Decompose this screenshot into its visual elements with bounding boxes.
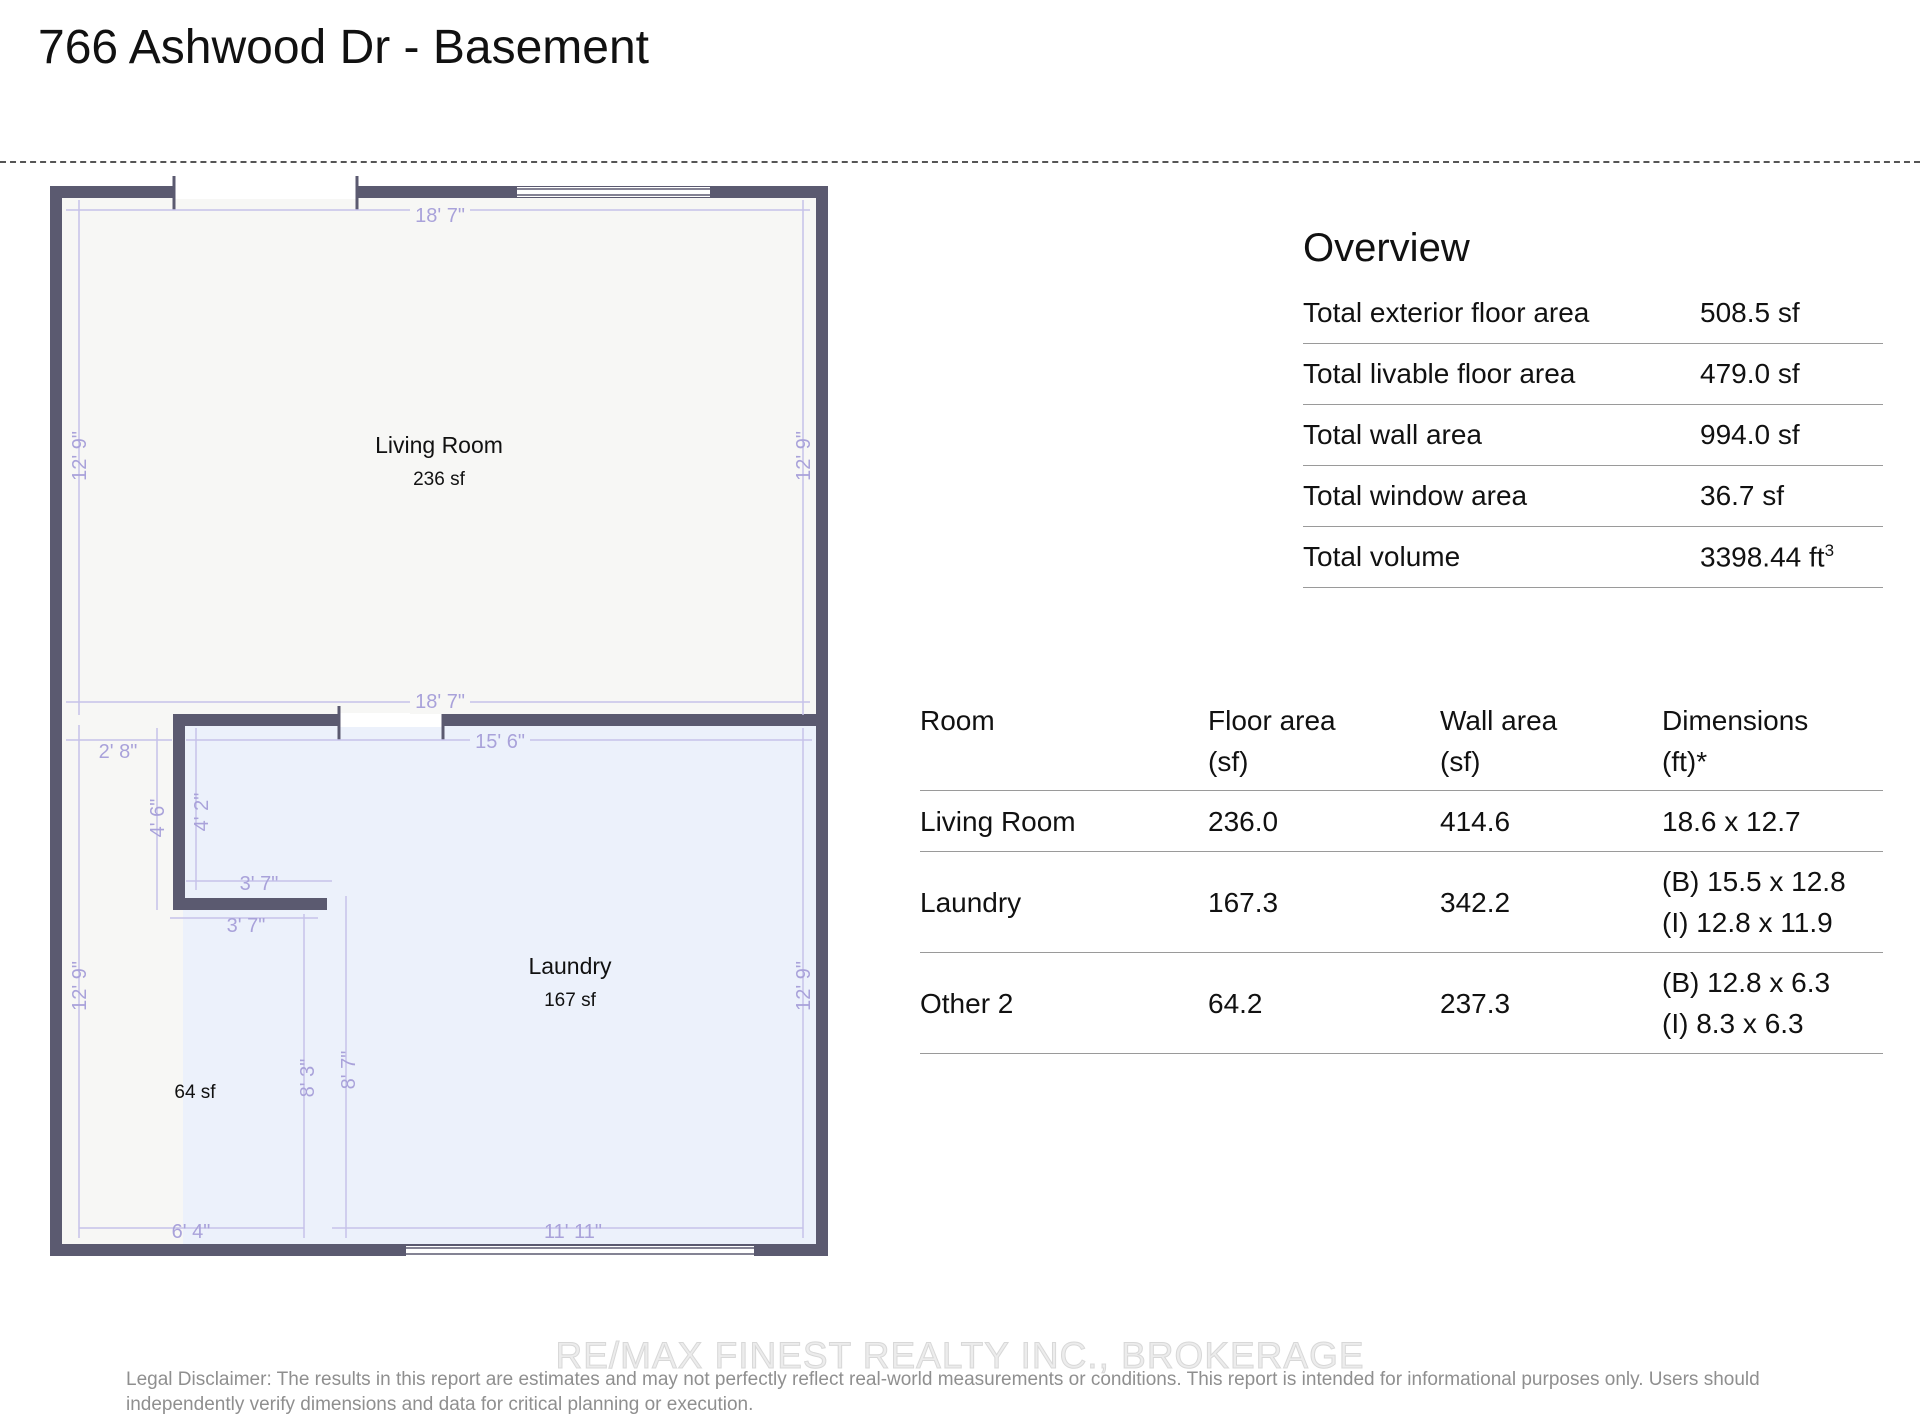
overview-value: 479.0 sf [1700, 358, 1800, 389]
overview-value: 36.7 sf [1700, 480, 1785, 511]
overview-label: Total volume [1303, 541, 1461, 572]
overview-label: Total wall area [1303, 419, 1482, 450]
wall-interior-vertical [173, 714, 185, 910]
rooms-table [920, 700, 1883, 1054]
page-title: 766 Ashwood Dr - Basement [38, 21, 649, 74]
header-floor-area-label: Floor area [1208, 705, 1336, 736]
cell-dimensions: 18.6 x 12.7 [1662, 805, 1801, 837]
cell-wall-area: 237.3 [1440, 987, 1511, 1019]
wall-left [50, 186, 62, 1256]
cell-floor-area: 167.3 [1208, 886, 1279, 918]
header-wall-area-label: Wall area [1440, 705, 1558, 736]
dim-lower-right: 12' 9" [793, 961, 815, 1011]
room-name-living: Living Room [375, 432, 503, 458]
dim-laundry-inner: 8' 7" [338, 1050, 360, 1090]
table-row [920, 953, 1883, 1054]
brokerage-watermark: RE/MAX FINEST REALTY INC., BROKERAGE [555, 1335, 1365, 1376]
overview-value: 508.5 sf [1700, 297, 1800, 328]
wall-interior-horizontal [173, 714, 816, 726]
header-dimensions-label: Dimensions [1662, 705, 1809, 736]
table-row [920, 791, 1883, 852]
overview-row [1303, 527, 1883, 588]
overview-label: Total livable floor area [1303, 358, 1576, 389]
cell-floor-area: 236.0 [1208, 805, 1279, 837]
cell-dimensions [1662, 861, 1883, 943]
overview-value [1700, 541, 1883, 573]
overview-row [1303, 466, 1883, 527]
header-floor-area-unit: (sf) [1208, 746, 1249, 777]
dim-stub-bottom: 3' 7" [226, 915, 266, 937]
header-floor-area [1208, 700, 1440, 782]
cell-floor-area: 64.2 [1208, 987, 1263, 1019]
header-wall-area [1440, 700, 1662, 782]
dim-closet-outer: 4' 6" [147, 798, 169, 838]
cell-dimensions-line: (B) 15.5 x 12.8 [1662, 866, 1846, 897]
overview-label: Total window area [1303, 480, 1528, 511]
dim-laundry-bottom: 11' 11" [544, 1221, 602, 1243]
legal-disclaimer: Legal Disclaimer: The results in this report are estimates and may not perfectly reflect real-world measurements or conditions. This report is intended for informational purposes only. Users should independently verify dimensions and data for critical planning or execution. [126, 1369, 1760, 1415]
header-dimensions [1662, 700, 1883, 782]
rooms-table-header [920, 700, 1883, 791]
overview-row [1303, 344, 1883, 405]
dim-closet-inner: 4' 2" [191, 792, 213, 832]
table-row [920, 852, 1883, 953]
door-opening-interior [339, 713, 443, 727]
dim-lower-left: 12' 9" [69, 961, 91, 1011]
wall-right [816, 186, 828, 1256]
room-area-living: 236 sf [413, 469, 465, 490]
header-room-label: Room [920, 705, 995, 736]
overview-title: Overview [1303, 226, 1470, 270]
header-room [920, 700, 1208, 782]
cell-dimensions [1662, 962, 1883, 1044]
dim-living-bottom: 18' 7" [415, 691, 465, 713]
room-area-laundry: 167 sf [544, 990, 596, 1011]
overview-row [1303, 405, 1883, 466]
window-top [517, 187, 710, 197]
window-bottom [406, 1246, 754, 1256]
volume-value: 3398.44 ft [1700, 541, 1825, 573]
cell-room: Laundry [920, 886, 1022, 918]
room-name-laundry: Laundry [528, 953, 612, 979]
volume-unit-superscript: 3 [1824, 540, 1835, 560]
cell-room: Living Room [920, 805, 1076, 837]
dim-living-right: 12' 9" [793, 431, 815, 481]
header-wall-area-unit: (sf) [1440, 746, 1481, 777]
overview-value: 994.0 sf [1700, 419, 1800, 450]
cell-dimensions-line: (I) 12.8 x 11.9 [1662, 907, 1833, 938]
cell-room: Other 2 [920, 987, 1014, 1019]
dim-other-bottom: 6' 4" [171, 1221, 211, 1243]
cell-wall-area: 414.6 [1440, 805, 1511, 837]
overview-label: Total exterior floor area [1303, 297, 1590, 328]
dim-other-top: 2' 8" [98, 741, 138, 763]
door-opening-top [174, 185, 357, 199]
cell-dimensions-line: (B) 12.8 x 6.3 [1662, 967, 1831, 998]
dim-other-inner: 8' 3" [297, 1058, 319, 1098]
overview-panel [1303, 226, 1883, 588]
wall-top [50, 186, 828, 198]
header-dimensions-unit: (ft)* [1662, 746, 1708, 777]
laundry-floor-lower [326, 900, 816, 1244]
cell-dimensions-line: (I) 8.3 x 6.3 [1662, 1008, 1804, 1039]
overview-row [1303, 283, 1883, 344]
cell-wall-area: 342.2 [1440, 886, 1511, 918]
room-area-other: 64 sf [174, 1082, 216, 1103]
dim-stub-top: 3' 7" [239, 873, 279, 895]
wall-interior-stub [173, 898, 327, 910]
dim-living-top: 18' 7" [415, 205, 465, 227]
dim-living-left: 12' 9" [69, 431, 91, 481]
dim-laundry-top: 15' 6" [475, 731, 525, 753]
